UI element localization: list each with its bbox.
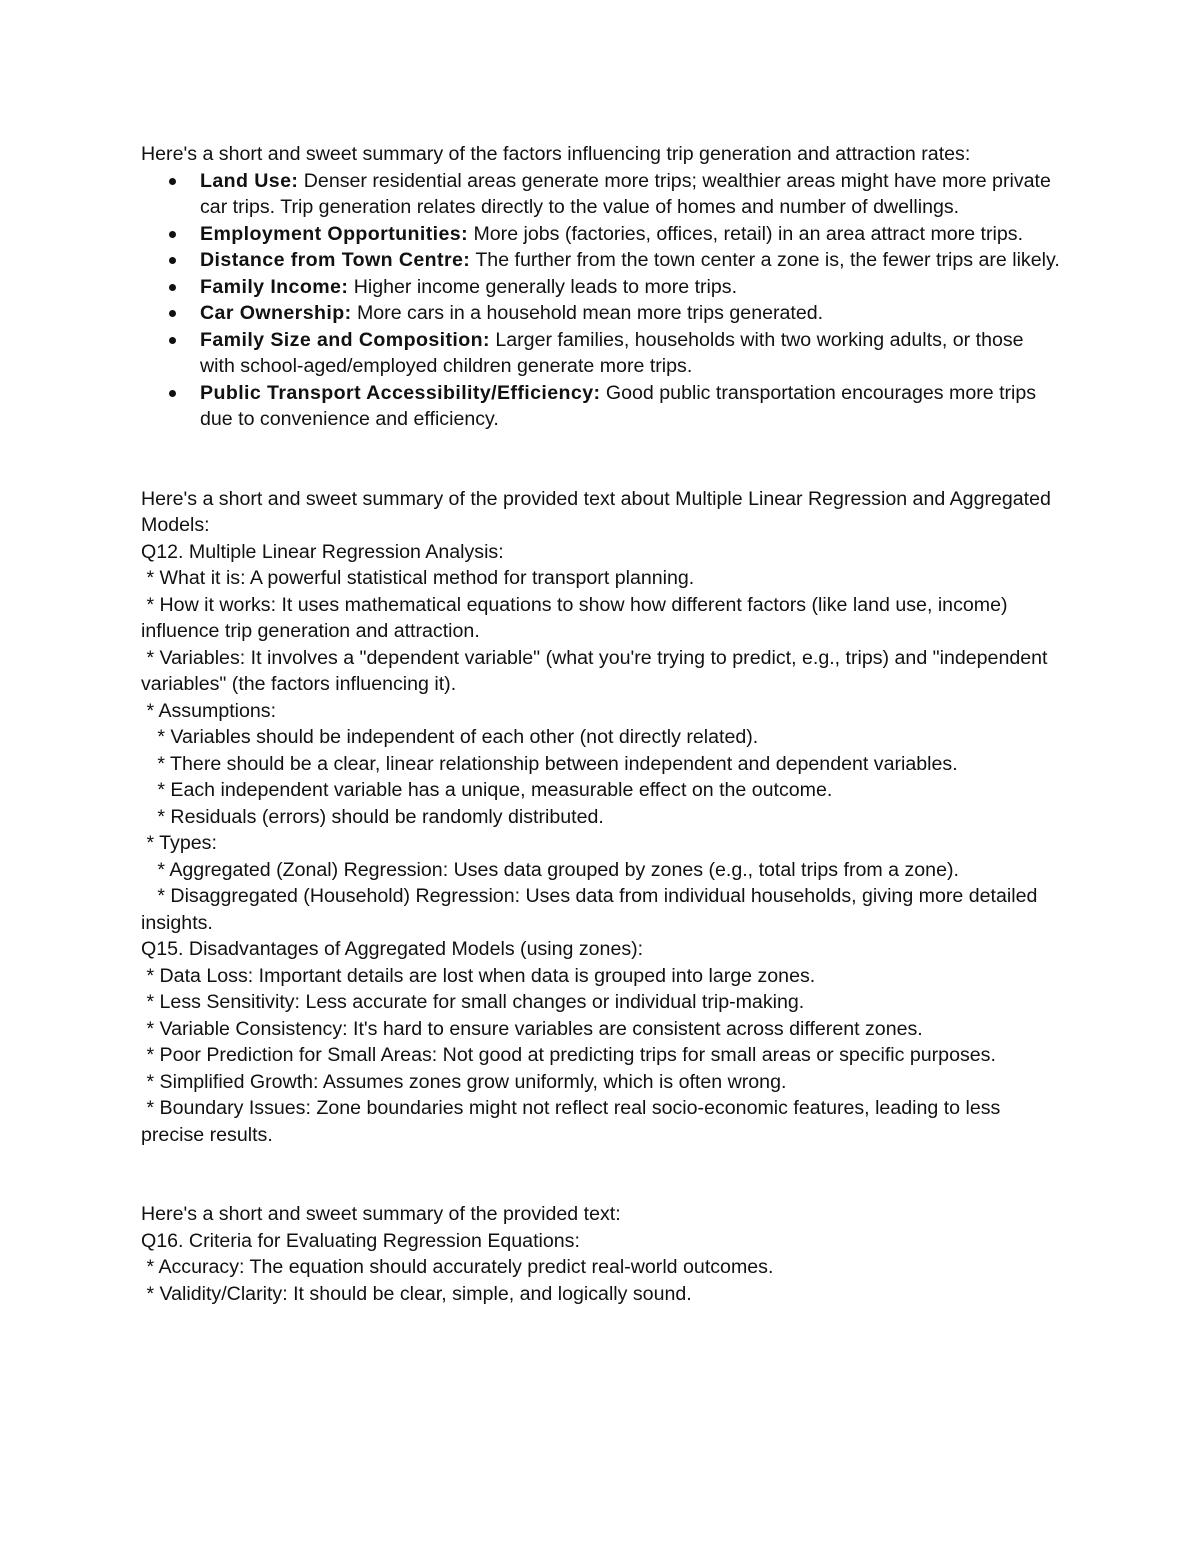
text-line: * Variables: It involves a "dependent variable" (what you're trying to predict, e.g., trips) and "independent variables" (the factors influencing it). xyxy=(141,646,1053,695)
text-line: * Each independent variable has a unique, measurable effect on the outcome. xyxy=(141,779,833,801)
text-line: * Less Sensitivity: Less accurate for small changes or individual trip-making. xyxy=(141,991,805,1013)
factor-text: Good public transportation encourages more trips due to convenience and efficiency. xyxy=(200,381,1037,430)
list-item xyxy=(141,221,1061,248)
factor-text: Higher income generally leads to more trips. xyxy=(348,275,738,298)
section-intro: Here's a short and sweet summary of the provided text about Multiple Linear Regression and Aggregated Models: xyxy=(141,487,1057,536)
text-line: * Variables should be independent of each other (not directly related). xyxy=(141,726,759,748)
document-page xyxy=(141,141,1061,1307)
text-line: * What it is: A powerful statistical method for transport planning. xyxy=(141,567,695,589)
factor-label: Land Use: xyxy=(200,169,299,192)
text-line: * Data Loss: Important details are lost when data is grouped into large zones. xyxy=(141,964,816,987)
text-line: * Disaggregated (Household) Regression: Uses data from individual households, giving more detailed insights. xyxy=(141,885,1043,934)
factor-text: Larger families, households with two working adults, or those with school-aged/employed children generate more trips. xyxy=(200,328,1024,377)
heading-q16: Q16. Criteria for Evaluating Regression Equations: xyxy=(141,1229,580,1252)
bullet-icon xyxy=(169,257,176,264)
bullet-icon xyxy=(169,178,176,185)
section-spacer xyxy=(141,1148,1061,1201)
list-item xyxy=(141,274,1061,301)
factor-label: Distance from Town Centre: xyxy=(200,249,471,271)
text-line: * Poor Prediction for Small Areas: Not good at predicting trips for small areas or specific purposes. xyxy=(141,1044,996,1066)
list-item xyxy=(141,327,1061,380)
text-line: * Simplified Growth: Assumes zones grow uniformly, which is often wrong. xyxy=(141,1070,787,1093)
factor-label: Family Size and Composition: xyxy=(200,328,490,351)
factor-list xyxy=(141,168,1061,433)
bullet-icon xyxy=(169,310,176,317)
text-line: * Validity/Clarity: It should be clear, simple, and logically sound. xyxy=(141,1282,692,1305)
bullet-icon xyxy=(169,231,176,238)
factor-label: Family Income: xyxy=(200,275,349,298)
factor-text: More jobs (factories, offices, retail) in an area attract more trips. xyxy=(468,222,1024,245)
text-line: * Aggregated (Zonal) Regression: Uses data grouped by zones (e.g., total trips from a zone). xyxy=(141,858,959,881)
factor-text: The further from the town center a zone is, the fewer trips are likely. xyxy=(470,249,1060,271)
text-line: * Types: xyxy=(141,832,217,854)
bullet-icon xyxy=(169,284,176,291)
list-item xyxy=(141,380,1061,433)
text-line: * Accuracy: The equation should accurately predict real-world outcomes. xyxy=(141,1256,774,1278)
list-item xyxy=(141,168,1061,221)
heading-q15: Q15. Disadvantages of Aggregated Models (using zones): xyxy=(141,938,644,960)
text-line: * Boundary Issues: Zone boundaries might not reflect real socio-economic features, leading to less precise results. xyxy=(141,1097,1006,1146)
section-regression xyxy=(141,486,1061,1149)
factor-label: Employment Opportunities: xyxy=(200,222,468,245)
section-intro: Here's a short and sweet summary of the factors influencing trip generation and attraction rates: xyxy=(141,143,971,165)
section-intro: Here's a short and sweet summary of the provided text: xyxy=(141,1203,621,1225)
list-item xyxy=(141,300,1061,327)
heading-q12: Q12. Multiple Linear Regression Analysis: xyxy=(141,540,504,563)
factor-label: Public Transport Accessibility/Efficiency: xyxy=(200,381,601,404)
factor-text: More cars in a household mean more trips generated. xyxy=(351,302,824,324)
list-item xyxy=(141,247,1061,274)
text-line: * How it works: It uses mathematical equations to show how different factors (like land use, income) influence trip generation and attraction. xyxy=(141,593,1013,642)
factor-label: Car Ownership: xyxy=(200,302,352,324)
text-line: * Variable Consistency: It's hard to ensure variables are consistent across different zones. xyxy=(141,1017,923,1040)
text-line: * There should be a clear, linear relationship between independent and dependent variables. xyxy=(141,752,958,775)
bullet-icon xyxy=(169,390,176,397)
bullet-icon xyxy=(169,337,176,344)
section-evaluation xyxy=(141,1201,1061,1307)
text-line: * Assumptions: xyxy=(141,699,277,722)
text-line: * Residuals (errors) should be randomly distributed. xyxy=(141,805,604,828)
section-spacer xyxy=(141,433,1061,486)
section-trip-factors xyxy=(141,141,1061,433)
factor-text: Denser residential areas generate more trips; wealthier areas might have more private car trips. Trip generation relates directly to the value of homes and number of dwellings. xyxy=(200,169,1051,218)
